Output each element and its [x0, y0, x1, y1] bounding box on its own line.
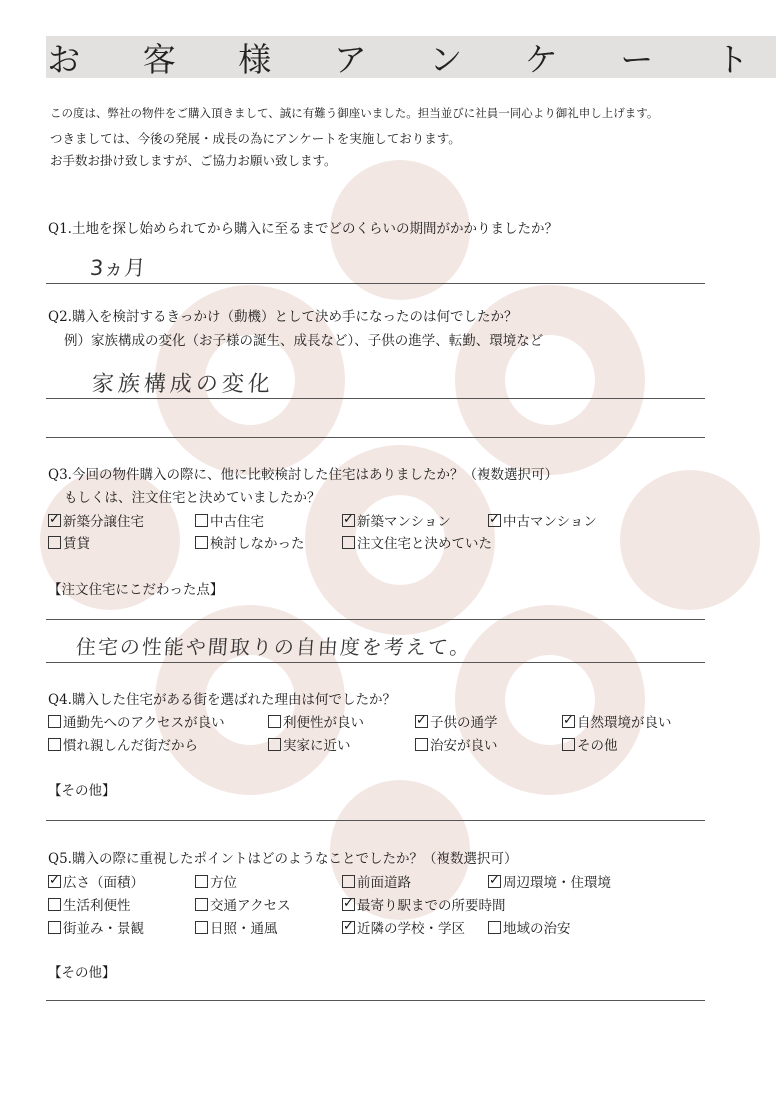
answer-line	[46, 283, 705, 284]
q4-question: Q4.購入した住宅がある街を選ばれた理由は何でしたか？	[48, 692, 396, 708]
answer-line	[46, 662, 705, 663]
checkbox[interactable]	[48, 738, 61, 751]
q3-sub-answer[interactable]: 住宅の性能や間取りの自由度を考えて。	[75, 635, 473, 659]
checkbox[interactable]	[48, 536, 61, 549]
q3-option[interactable]: 賃貸	[48, 532, 90, 552]
checkbox[interactable]	[268, 715, 281, 728]
checkbox[interactable]	[195, 875, 208, 888]
q4-option[interactable]: ✓ 自然環境が良い	[563, 713, 672, 731]
intro-line-2: つきましては、今後の発展・成長の為にアンケートを実施しております。	[50, 131, 461, 146]
answer-line	[46, 437, 705, 438]
checkbox[interactable]	[48, 921, 61, 934]
checkbox[interactable]	[342, 875, 355, 888]
answer-line	[46, 1000, 705, 1001]
answer-line	[46, 619, 705, 620]
checkbox[interactable]	[562, 738, 575, 751]
q5-option[interactable]: 街並み・景観	[48, 917, 144, 937]
q1-answer[interactable]: 3ヵ月	[89, 256, 147, 280]
q3-option[interactable]: 注文住宅と決めていた	[342, 532, 492, 552]
q5-option[interactable]: 方位	[195, 871, 237, 891]
q5-other-label: 【その他】	[48, 965, 116, 981]
q5-option[interactable]: ✓ 周辺環境・住環境	[489, 873, 611, 891]
q4-option[interactable]: 実家に近い	[268, 734, 351, 754]
q4-option[interactable]: 慣れ親しんだ街だから	[48, 734, 198, 754]
intro-line-3: お手数お掛け致しますが、ご協力お願い致します。	[50, 153, 337, 168]
checkbox[interactable]	[342, 536, 355, 549]
intro-line-1: この度は、弊社の物件をご購入頂きまして、誠に有難う御座いました。担当並びに社員一同心より御礼申し上げます。	[50, 106, 659, 120]
checkbox-checked[interactable]: ✓	[489, 873, 500, 888]
checkbox[interactable]	[195, 921, 208, 934]
q3-option[interactable]: ✓ 中古マンション	[489, 512, 597, 530]
q5-option[interactable]: 地域の治安	[488, 917, 571, 937]
q4-option[interactable]: ✓ 子供の通学	[416, 713, 498, 731]
checkbox-checked[interactable]: ✓	[416, 713, 427, 728]
checkbox[interactable]	[268, 738, 281, 751]
q3-option[interactable]: ✓ 新築マンション	[343, 512, 451, 530]
checkbox-checked[interactable]: ✓	[489, 512, 500, 527]
q2-answer[interactable]: 家族構成の変化	[90, 372, 275, 397]
checkbox-checked[interactable]: ✓	[49, 873, 60, 888]
q5-option[interactable]: 交通アクセス	[195, 894, 291, 914]
answer-line	[46, 820, 705, 821]
checkbox[interactable]	[195, 536, 208, 549]
q5-option[interactable]: 生活利便性	[48, 894, 131, 914]
q2-example: 例）家族構成の変化（お子様の誕生、成長など）、子供の進学、転勤、環境など	[64, 333, 544, 349]
answer-line	[46, 398, 705, 399]
q1-question: Q1.土地を探し始められてから購入に至るまでどのくらいの期間がかかりましたか？	[48, 221, 558, 237]
q5-option[interactable]: ✓ 近隣の学校・学区	[343, 919, 465, 937]
q3-question: Q3.今回の物件購入の際に、他に比較検討した住宅はありましたか？（複数選択可）	[48, 467, 558, 483]
q4-option[interactable]: その他	[562, 734, 618, 754]
q3-sub-label: 【注文住宅にこだわった点】	[48, 582, 224, 598]
q3-option[interactable]: 検討しなかった	[195, 532, 305, 552]
checkbox-checked[interactable]: ✓	[49, 512, 60, 527]
q4-other-label: 【その他】	[48, 783, 116, 799]
checkbox[interactable]	[48, 715, 61, 728]
survey-title: お 客 様 ア ン ケ ー ト	[46, 36, 776, 78]
q4-option[interactable]: 利便性が良い	[268, 711, 364, 731]
checkbox-checked[interactable]: ✓	[343, 896, 354, 911]
q3-option[interactable]: 中古住宅	[195, 510, 264, 530]
checkbox-checked[interactable]: ✓	[343, 919, 354, 934]
checkbox[interactable]	[488, 921, 501, 934]
q5-question: Q5.購入の際に重視したポイントはどのようなことでしたか？（複数選択可）	[48, 851, 518, 867]
q5-option[interactable]: 日照・通風	[195, 917, 278, 937]
checkbox[interactable]	[195, 514, 208, 527]
checkbox[interactable]	[48, 898, 61, 911]
q3-option[interactable]: ✓ 新築分譲住宅	[49, 512, 144, 530]
checkbox-checked[interactable]: ✓	[563, 713, 574, 728]
q5-option[interactable]: 前面道路	[342, 871, 411, 891]
q2-question: Q2.購入を検討するきっかけ（動機）として決め手になったのは何でしたか？	[48, 309, 518, 325]
checkbox-checked[interactable]: ✓	[343, 512, 354, 527]
q4-option[interactable]: 治安が良い	[415, 734, 498, 754]
q5-option[interactable]: ✓ 最寄り駅までの所要時間	[343, 896, 506, 914]
checkbox[interactable]	[415, 738, 428, 751]
q3-question-2: もしくは、注文住宅と決めていましたか？	[64, 490, 321, 506]
q4-option[interactable]: 通勤先へのアクセスが良い	[48, 711, 225, 731]
q5-option[interactable]: ✓ 広さ（面積）	[49, 873, 144, 891]
checkbox[interactable]	[195, 898, 208, 911]
